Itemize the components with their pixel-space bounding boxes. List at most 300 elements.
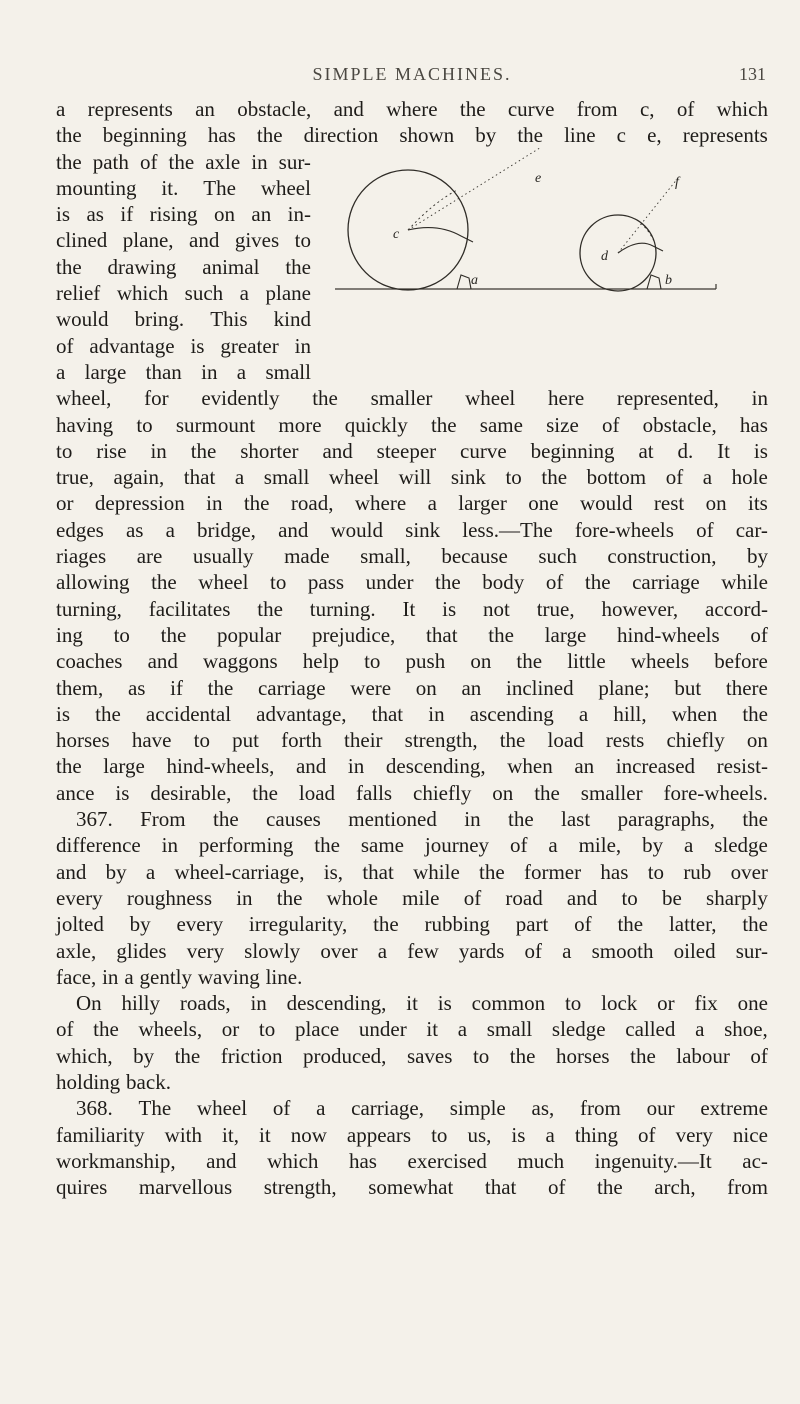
word: while bbox=[721, 570, 768, 595]
word: the bbox=[742, 912, 768, 937]
text-line bbox=[56, 122, 768, 148]
word: push bbox=[405, 649, 446, 674]
word: the bbox=[190, 438, 217, 463]
text-line bbox=[56, 622, 768, 648]
word: such bbox=[184, 281, 224, 306]
word: sur- bbox=[735, 938, 768, 963]
word: there bbox=[725, 675, 768, 700]
word: It bbox=[717, 438, 730, 463]
word: one bbox=[737, 991, 768, 1016]
word: saves bbox=[406, 1043, 453, 1068]
running-header bbox=[58, 64, 766, 92]
word: larger bbox=[458, 491, 507, 516]
word: roads, bbox=[179, 991, 231, 1016]
word: again, bbox=[113, 465, 165, 490]
word: relief bbox=[56, 281, 101, 306]
word: ac- bbox=[742, 1148, 768, 1173]
word: a bbox=[695, 1017, 705, 1042]
text-line bbox=[56, 490, 768, 516]
word: in- bbox=[287, 202, 311, 227]
word: to bbox=[564, 991, 582, 1016]
word: an bbox=[574, 754, 595, 779]
word: the bbox=[174, 1043, 201, 1068]
word: an bbox=[195, 97, 215, 121]
word: turning, bbox=[56, 596, 122, 621]
word: wheels, bbox=[138, 1017, 203, 1042]
label-a: a bbox=[471, 273, 478, 288]
label-e: e bbox=[535, 171, 542, 186]
word: quires bbox=[56, 1175, 108, 1200]
word: and bbox=[333, 97, 364, 121]
word: in bbox=[150, 438, 167, 463]
word: friction bbox=[220, 1043, 283, 1068]
text-line bbox=[56, 1043, 768, 1069]
word: it bbox=[406, 991, 418, 1016]
word: surmount bbox=[175, 412, 256, 437]
word: accord- bbox=[705, 596, 768, 621]
word: body bbox=[482, 570, 525, 595]
word: yards bbox=[458, 938, 505, 963]
word: performing bbox=[198, 833, 294, 858]
word: 367. bbox=[76, 807, 113, 832]
word: represents bbox=[682, 123, 768, 148]
text-line bbox=[56, 701, 768, 727]
word: the bbox=[207, 675, 234, 700]
word: road bbox=[505, 885, 543, 910]
word: same bbox=[479, 412, 523, 437]
word: on bbox=[415, 675, 437, 700]
word: of bbox=[272, 1096, 291, 1121]
word: help bbox=[302, 649, 339, 674]
word: that bbox=[371, 701, 404, 726]
word: true, bbox=[56, 465, 94, 490]
word: the bbox=[285, 254, 311, 279]
word: back. bbox=[126, 1069, 171, 1094]
word: to bbox=[56, 438, 73, 463]
word: oiled bbox=[673, 938, 716, 963]
word: the bbox=[373, 912, 399, 937]
word: to bbox=[647, 859, 665, 884]
word: c, bbox=[639, 97, 655, 121]
word: produced, bbox=[303, 1043, 387, 1068]
word: the bbox=[95, 701, 121, 726]
word: large bbox=[103, 754, 145, 779]
word: a bbox=[56, 359, 66, 384]
word: a bbox=[234, 465, 245, 490]
word: quickly bbox=[344, 412, 408, 437]
word: at bbox=[638, 438, 654, 463]
word: the bbox=[596, 1175, 623, 1200]
word: waggons bbox=[203, 649, 278, 674]
word: is bbox=[56, 701, 71, 726]
word: while bbox=[413, 859, 460, 884]
word: depression bbox=[94, 491, 185, 516]
word: to bbox=[113, 622, 130, 647]
word: to bbox=[505, 465, 522, 490]
word: road, bbox=[290, 491, 334, 516]
word: very bbox=[186, 938, 225, 963]
word: is bbox=[115, 780, 130, 805]
word: shoe, bbox=[724, 1017, 768, 1042]
word: beginning bbox=[102, 123, 187, 148]
word: evidently bbox=[201, 386, 280, 411]
word: their bbox=[344, 728, 383, 753]
word: now bbox=[290, 1122, 327, 1147]
word: as bbox=[127, 675, 146, 700]
word: as bbox=[125, 517, 144, 542]
text-line bbox=[56, 254, 311, 280]
word: called bbox=[625, 1017, 676, 1042]
word: riages bbox=[56, 544, 107, 569]
word: wheel bbox=[196, 1096, 248, 1121]
word: if bbox=[120, 202, 134, 227]
word: arch, bbox=[654, 1175, 696, 1200]
word: familiarity bbox=[56, 1122, 145, 1147]
word: represented, bbox=[616, 386, 719, 411]
word: are bbox=[136, 544, 163, 569]
word: sink bbox=[405, 517, 441, 542]
word: us, bbox=[467, 1122, 492, 1147]
word: mentioned bbox=[348, 807, 437, 832]
word: usually bbox=[192, 544, 254, 569]
word: a bbox=[124, 964, 134, 989]
word: on bbox=[746, 728, 768, 753]
word: curve bbox=[460, 438, 507, 463]
text-line bbox=[56, 96, 768, 122]
word: lock bbox=[601, 991, 638, 1016]
word: on bbox=[470, 649, 492, 674]
word: when bbox=[507, 754, 553, 779]
text-line bbox=[56, 359, 311, 385]
word: This bbox=[210, 307, 248, 332]
word: little bbox=[567, 649, 606, 674]
word: not bbox=[483, 596, 510, 621]
word: slowly bbox=[244, 938, 301, 963]
word: same bbox=[360, 833, 404, 858]
word: a bbox=[165, 517, 175, 542]
word: animal bbox=[202, 254, 260, 279]
label-c: c bbox=[393, 227, 400, 242]
word: difference bbox=[56, 833, 141, 858]
word: in bbox=[206, 491, 223, 516]
word: true, bbox=[536, 596, 575, 621]
word: as bbox=[86, 202, 104, 227]
word: plane bbox=[265, 281, 311, 306]
word: sledge bbox=[714, 833, 768, 858]
word: by bbox=[642, 833, 664, 858]
word: more bbox=[278, 412, 322, 437]
word: of bbox=[676, 97, 695, 121]
word: descending, bbox=[286, 991, 387, 1016]
text-line bbox=[56, 1148, 768, 1174]
word: the bbox=[430, 412, 457, 437]
word: large bbox=[84, 359, 127, 384]
word: over bbox=[320, 938, 358, 963]
word: of bbox=[524, 938, 543, 963]
word: or bbox=[56, 491, 74, 516]
word: a bbox=[377, 938, 388, 963]
text-line bbox=[56, 1174, 768, 1200]
page-number: 131 bbox=[739, 64, 766, 84]
word: marvellous bbox=[138, 1175, 233, 1200]
word: in bbox=[428, 701, 445, 726]
word: chiefly bbox=[413, 780, 472, 805]
word: small, bbox=[360, 544, 411, 569]
word: by bbox=[475, 123, 497, 148]
word: and bbox=[206, 1148, 237, 1173]
word: shorter bbox=[240, 438, 299, 463]
word: rising bbox=[149, 202, 198, 227]
word: the bbox=[507, 807, 534, 832]
word: by bbox=[129, 912, 151, 937]
word: carriage bbox=[257, 675, 326, 700]
word: having bbox=[56, 412, 114, 437]
word: small bbox=[486, 1017, 533, 1042]
word: to bbox=[621, 885, 638, 910]
word: in bbox=[294, 333, 311, 358]
word: greater bbox=[220, 333, 279, 358]
word: made bbox=[284, 544, 330, 569]
word: in bbox=[751, 386, 768, 411]
word: has bbox=[600, 859, 629, 884]
word: hind-wheels, bbox=[166, 754, 275, 779]
word: and bbox=[189, 228, 220, 253]
word: has bbox=[207, 123, 236, 148]
word: from bbox=[727, 1175, 768, 1200]
word: in bbox=[102, 964, 119, 989]
word: line. bbox=[265, 964, 303, 989]
word: whole bbox=[326, 885, 378, 910]
text-line bbox=[56, 1122, 768, 1148]
word: turning. bbox=[309, 596, 376, 621]
text-line bbox=[56, 911, 768, 937]
text-line bbox=[56, 675, 768, 701]
word: smaller bbox=[580, 780, 643, 805]
word: which bbox=[267, 1148, 319, 1173]
word: has bbox=[348, 1148, 377, 1173]
word: over bbox=[730, 859, 768, 884]
word: wheel, bbox=[56, 386, 112, 411]
word: and bbox=[295, 754, 327, 779]
word: wheel bbox=[198, 570, 249, 595]
text-line bbox=[56, 517, 768, 543]
word: under bbox=[358, 1017, 407, 1042]
word: is bbox=[437, 991, 452, 1016]
word: is bbox=[511, 1122, 526, 1147]
word: of bbox=[463, 885, 482, 910]
word: ance bbox=[56, 780, 95, 805]
text-line bbox=[56, 964, 768, 990]
word: but bbox=[674, 675, 702, 700]
word: the bbox=[168, 149, 195, 174]
word: the bbox=[630, 1043, 656, 1068]
word: to bbox=[193, 728, 210, 753]
word: bring. bbox=[134, 307, 185, 332]
word: common bbox=[471, 991, 546, 1016]
word: advantage, bbox=[256, 701, 347, 726]
word: plane, bbox=[122, 228, 174, 253]
word: sledge bbox=[551, 1017, 606, 1042]
word: as, bbox=[531, 1096, 555, 1121]
word: and bbox=[566, 885, 598, 910]
word: The bbox=[203, 175, 236, 200]
word: obstacle, bbox=[237, 97, 312, 121]
word: irregularity, bbox=[248, 912, 348, 937]
word: in bbox=[251, 149, 268, 174]
word: construction, bbox=[607, 544, 717, 569]
word: desirable, bbox=[150, 780, 232, 805]
word: in bbox=[464, 807, 481, 832]
word: the bbox=[499, 728, 526, 753]
word: hill, bbox=[613, 701, 647, 726]
word: the bbox=[314, 833, 340, 858]
word: last bbox=[561, 807, 591, 832]
word: if bbox=[170, 675, 183, 700]
word: which bbox=[116, 281, 169, 306]
word: load bbox=[298, 780, 336, 805]
text-line bbox=[56, 990, 768, 1016]
word: exercised bbox=[407, 1148, 487, 1173]
word: have bbox=[131, 728, 172, 753]
word: that bbox=[426, 622, 458, 647]
word: to bbox=[270, 570, 287, 595]
word: of bbox=[139, 149, 158, 174]
text-line bbox=[56, 1069, 768, 1095]
word: which, bbox=[56, 1043, 113, 1068]
word: of bbox=[750, 1043, 768, 1068]
word: of bbox=[638, 1122, 656, 1147]
word: to bbox=[136, 412, 153, 437]
word: and bbox=[278, 517, 309, 542]
word: an bbox=[461, 675, 482, 700]
word: of bbox=[56, 1017, 74, 1042]
word: the bbox=[516, 649, 543, 674]
word: a bbox=[545, 1122, 555, 1147]
word: it bbox=[426, 1017, 439, 1042]
word: a bbox=[578, 701, 589, 726]
word: causes bbox=[266, 807, 321, 832]
word: the bbox=[160, 622, 187, 647]
word: smaller bbox=[370, 386, 433, 411]
word: in bbox=[236, 885, 253, 910]
word: is bbox=[56, 202, 71, 227]
word: however, bbox=[601, 596, 679, 621]
word: that bbox=[484, 1175, 517, 1200]
word: the bbox=[56, 123, 82, 148]
word: it. bbox=[161, 175, 179, 200]
text-line bbox=[56, 201, 311, 227]
word: every bbox=[56, 885, 103, 910]
word: small bbox=[265, 359, 311, 384]
word: sur- bbox=[278, 149, 311, 174]
word: fore-wheels bbox=[574, 517, 674, 542]
word: paragraphs, bbox=[617, 807, 715, 832]
word: for bbox=[144, 386, 169, 411]
text-line bbox=[56, 1016, 768, 1042]
word: obstacle, bbox=[642, 412, 717, 437]
label-d: d bbox=[601, 249, 608, 264]
word: and bbox=[56, 859, 87, 884]
word: every bbox=[176, 912, 224, 937]
word: of bbox=[696, 517, 714, 542]
word: the bbox=[742, 701, 768, 726]
text-line bbox=[56, 438, 768, 464]
word: is bbox=[442, 596, 457, 621]
word: where bbox=[386, 97, 438, 121]
word: line bbox=[564, 123, 596, 148]
word: rest bbox=[653, 491, 685, 516]
word: hole bbox=[731, 465, 768, 490]
text-line bbox=[56, 885, 768, 911]
word: a bbox=[548, 833, 558, 858]
text-line bbox=[56, 569, 768, 595]
word: wheel bbox=[260, 175, 311, 200]
word: journey bbox=[424, 833, 490, 858]
word: on bbox=[213, 202, 235, 227]
word: the bbox=[584, 570, 611, 595]
text-line bbox=[56, 938, 768, 964]
label-b: b bbox=[665, 273, 672, 288]
word: of bbox=[509, 833, 528, 858]
word: wheel bbox=[465, 386, 516, 411]
word: hilly bbox=[121, 991, 161, 1016]
word: is, bbox=[323, 859, 344, 884]
word: place bbox=[294, 1017, 340, 1042]
word: roughness bbox=[126, 885, 213, 910]
word: glides bbox=[116, 938, 167, 963]
word: steeper bbox=[376, 438, 437, 463]
word: ing bbox=[56, 622, 83, 647]
word: very bbox=[675, 1122, 713, 1147]
word: or bbox=[221, 1017, 240, 1042]
word: to bbox=[472, 1043, 490, 1068]
word: From bbox=[140, 807, 186, 832]
word: fore-wheels. bbox=[663, 780, 768, 805]
word: kind bbox=[273, 307, 311, 332]
word: c bbox=[616, 123, 626, 148]
text-line bbox=[56, 753, 768, 779]
text-line bbox=[56, 727, 768, 753]
word: them, bbox=[56, 675, 104, 700]
word: increased bbox=[615, 754, 696, 779]
word: strength, bbox=[404, 728, 478, 753]
word: on bbox=[705, 491, 727, 516]
text-line bbox=[56, 333, 311, 359]
word: clined bbox=[56, 228, 108, 253]
word: that bbox=[183, 465, 216, 490]
word: in bbox=[161, 833, 178, 858]
word: of bbox=[545, 570, 564, 595]
word: mile bbox=[402, 885, 440, 910]
word: a bbox=[56, 97, 66, 121]
word: with bbox=[164, 1122, 203, 1147]
word: inclined bbox=[505, 675, 574, 700]
word: in bbox=[250, 991, 267, 1016]
text-line bbox=[56, 806, 768, 832]
word: such bbox=[538, 544, 577, 569]
word: a bbox=[562, 938, 572, 963]
word: when bbox=[671, 701, 718, 726]
word: of bbox=[665, 465, 684, 490]
word: of bbox=[601, 412, 620, 437]
word: load bbox=[547, 728, 584, 753]
word: simple bbox=[449, 1096, 506, 1121]
word: It bbox=[402, 596, 416, 621]
word: by bbox=[746, 544, 768, 569]
word: bridge, bbox=[197, 517, 256, 542]
word: because bbox=[441, 544, 508, 569]
word: beginning bbox=[530, 438, 615, 463]
